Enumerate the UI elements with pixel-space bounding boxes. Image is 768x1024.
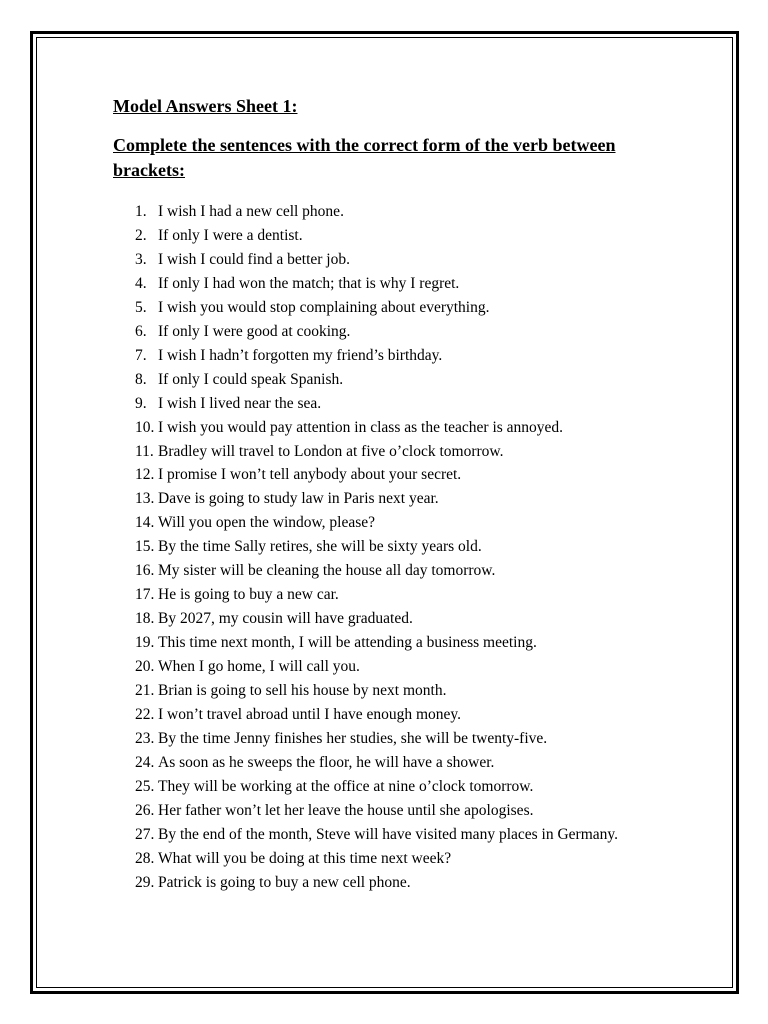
answer-number: 10. — [135, 418, 155, 436]
answer-item — [135, 679, 635, 703]
answer-text: When I go home, I will call you. — [158, 658, 360, 676]
answer-text: What will you be doing at this time next week? — [158, 849, 452, 867]
sheet-title: Model Answers Sheet 1: — [113, 96, 298, 116]
answer-text: I promise I won’t tell anybody about your secret. — [158, 466, 462, 484]
answer-number: 20. — [135, 658, 155, 676]
answer-number: 2. — [135, 226, 147, 244]
answer-item — [135, 440, 635, 464]
answer-text: Dave is going to study law in Paris next year. — [158, 490, 439, 508]
answer-item — [135, 463, 635, 487]
answer-number: 14. — [135, 514, 155, 532]
answer-text: I wish I had a new cell phone. — [158, 203, 344, 220]
answer-item — [135, 224, 635, 248]
answer-number: 26. — [135, 801, 155, 819]
answer-number: 1. — [135, 203, 147, 220]
answer-item — [135, 535, 635, 559]
answer-text: If only I could speak Spanish. — [158, 370, 344, 388]
answer-text: I wish I could find a better job. — [158, 250, 350, 268]
answer-item — [135, 248, 635, 272]
answer-text: By 2027, my cousin will have graduated. — [158, 610, 413, 628]
answer-item — [135, 511, 635, 535]
answer-text: I won’t travel abroad until I have enough money. — [158, 706, 462, 724]
answer-number: 15. — [135, 538, 155, 556]
answer-text: As soon as he sweeps the floor, he will have a shower. — [158, 753, 495, 771]
answer-item — [135, 847, 635, 871]
answer-number: 17. — [135, 586, 155, 604]
answer-number: 18. — [135, 610, 155, 628]
answer-number: 22. — [135, 706, 155, 724]
answer-item — [135, 200, 635, 224]
answer-number: 5. — [135, 298, 147, 316]
answer-item — [135, 871, 635, 895]
answer-item — [135, 727, 635, 751]
answer-text: They will be working at the office at nine o’clock tomorrow. — [158, 777, 534, 795]
answer-number: 29. — [135, 873, 155, 891]
answer-item — [135, 487, 635, 511]
answer-item — [135, 703, 635, 727]
answer-number: 16. — [135, 562, 155, 580]
answer-number: 3. — [135, 250, 147, 268]
answer-text: Brian is going to sell his house by next month. — [158, 682, 447, 700]
answer-text: Bradley will travel to London at five o’clock tomorrow. — [158, 442, 504, 460]
answer-number: 23. — [135, 729, 155, 747]
answer-item — [135, 823, 635, 847]
answer-item — [135, 344, 635, 368]
answer-text: Patrick is going to buy a new cell phone. — [158, 873, 411, 891]
answer-number: 13. — [135, 490, 155, 508]
answer-number: 24. — [135, 753, 155, 771]
answer-number: 9. — [135, 394, 147, 412]
answer-text: My sister will be cleaning the house all day tomorrow. — [158, 562, 496, 580]
answer-text: If only I were a dentist. — [158, 226, 303, 244]
answers-list — [135, 200, 635, 895]
answer-item — [135, 416, 635, 440]
answer-text: By the end of the month, Steve will have visited many places in Germany. — [158, 825, 619, 843]
answer-item — [135, 655, 635, 679]
answer-number: 21. — [135, 682, 155, 700]
instructions-heading: Complete the sentences with the correct form of the verb between brackets: — [113, 135, 616, 180]
answer-item — [135, 751, 635, 775]
answer-item — [135, 607, 635, 631]
answer-item — [135, 583, 635, 607]
answer-text: If only I were good at cooking. — [158, 322, 351, 340]
answer-number: 7. — [135, 346, 147, 364]
answer-item — [135, 799, 635, 823]
answer-item — [135, 296, 635, 320]
answer-number: 4. — [135, 274, 147, 292]
answer-number: 12. — [135, 466, 155, 484]
answer-text: Her father won’t let her leave the house until she apologises. — [158, 801, 534, 819]
answer-item — [135, 392, 635, 416]
answer-text: He is going to buy a new car. — [158, 586, 339, 604]
answer-number: 6. — [135, 322, 147, 340]
answer-number: 19. — [135, 634, 155, 652]
answer-text: I wish I hadn’t forgotten my friend’s birthday. — [158, 346, 443, 364]
answer-text: Will you open the window, please? — [158, 514, 376, 532]
answer-item — [135, 631, 635, 655]
answer-text: I wish you would stop complaining about everything. — [158, 298, 490, 316]
answer-number: 27. — [135, 825, 155, 843]
answer-number: 8. — [135, 370, 147, 388]
answer-item — [135, 320, 635, 344]
answer-item — [135, 559, 635, 583]
answer-item — [135, 368, 635, 392]
answer-text: This time next month, I will be attending a business meeting. — [158, 634, 537, 652]
answer-number: 25. — [135, 777, 155, 795]
answer-text: By the time Sally retires, she will be sixty years old. — [158, 538, 482, 556]
answer-text: If only I had won the match; that is why I regret. — [158, 274, 460, 292]
answer-text: I wish I lived near the sea. — [158, 394, 322, 412]
answer-text: By the time Jenny finishes her studies, she will be twenty-five. — [158, 729, 548, 747]
answer-text: I wish you would pay attention in class as the teacher is annoyed. — [158, 418, 564, 436]
answer-number: 28. — [135, 849, 155, 867]
answer-item — [135, 272, 635, 296]
answer-number: 11. — [135, 442, 154, 460]
answer-item — [135, 775, 635, 799]
